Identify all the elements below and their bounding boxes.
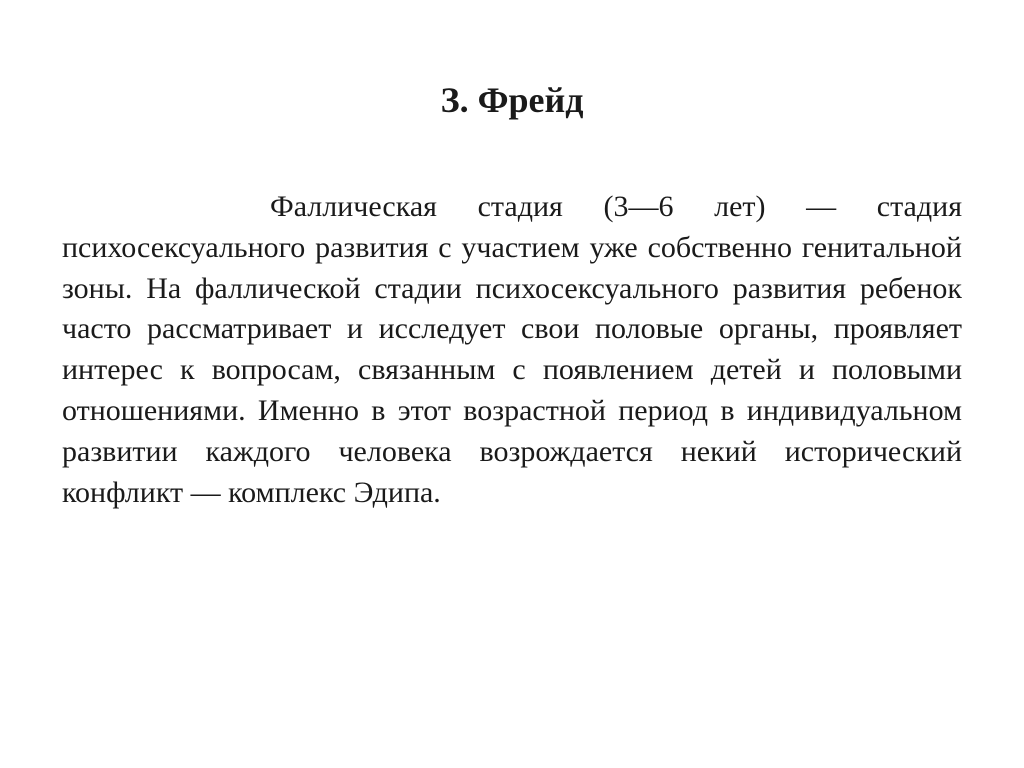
slide-body-paragraph: Фаллическая стадия (3—6 лет) — стадия психосексуального развития с участием уже собственно генитальной зоны. На фаллической стадии психосексуального развития ребенок часто рассматривает и исследует свои половые органы, проявляет интерес к вопросам, связанным с появлением детей и половыми отношениями. Именно в этот возрастной период в индивидуальном развитии каждого человека возрождается некий исторический конфликт — комплекс Эдипа. — [62, 190, 962, 509]
slide-title: З. Фрейд — [440, 80, 584, 120]
